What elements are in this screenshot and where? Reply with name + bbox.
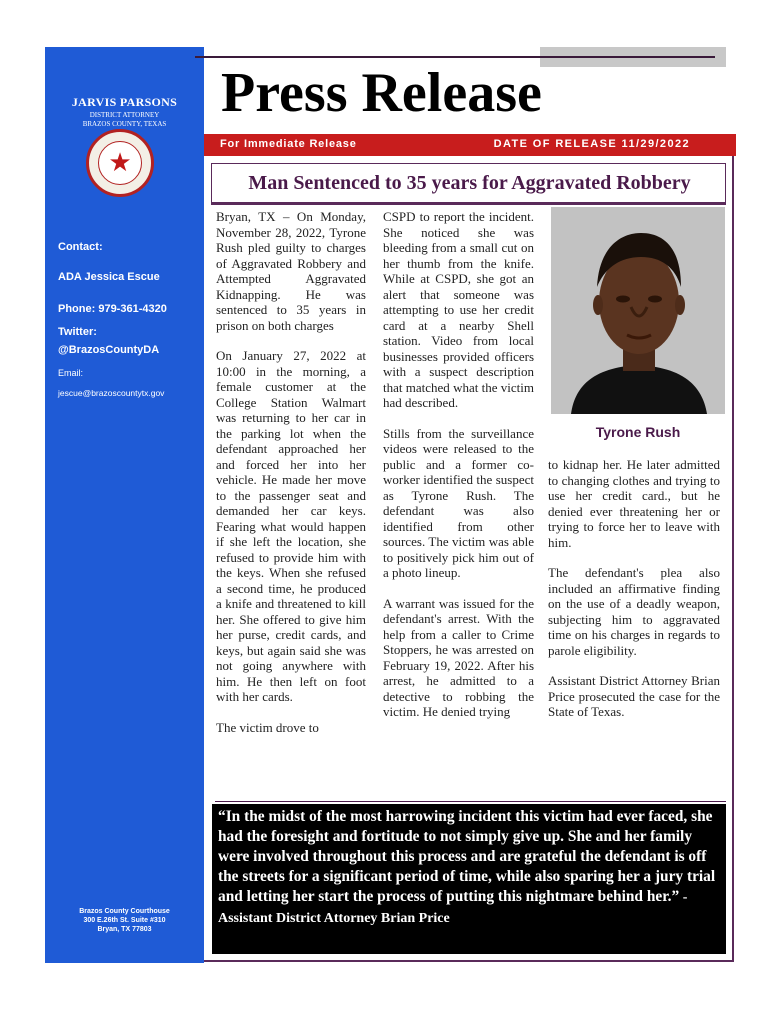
paragraph: CSPD to report the incident. She noticed she was bleeding from a small cut on her thumb from the knife. While at CSPD, she got an alert that someone was attempting to use her credit card at a nearby Shell station. Video from local businesses provided officers with a suspect description that matched what the victim had described. xyxy=(383,209,534,410)
da-name: JARVIS PARSONS xyxy=(71,95,178,109)
defendant-photo xyxy=(551,207,725,414)
pull-quote xyxy=(212,804,726,954)
release-bar xyxy=(204,134,736,156)
body-column-2 xyxy=(383,209,534,794)
headline-box xyxy=(211,163,726,205)
paragraph: Stills from the surveillance videos were released to the public and a former co-worker identified the suspect as Tyrone Rush. The defendant was also identified from other sources. The victim was able to positively pick him out of a photo lineup. xyxy=(383,425,534,580)
paragraph: Assistant District Attorney Brian Price prosecuted the case for the State of Texas. xyxy=(548,673,720,719)
contact-heading: Contact: xyxy=(58,241,103,253)
twitter-label: Twitter: xyxy=(58,326,97,338)
headline: Man Sentenced to 35 years for Aggravated Robbery xyxy=(248,172,691,194)
paragraph: Bryan, TX – On Monday, November 28, 2022, Tyrone Rush pled guilty to charges of Aggravated Robbery and Attempted Aggravated Kidnapping. He was sentenced to 35 years in prison on both charges xyxy=(216,209,366,333)
footer-line-3: Bryan, TX 77803 xyxy=(97,926,152,933)
da-office: DISTRICT ATTORNEY xyxy=(89,111,160,119)
quote-attribution: -Assistant District Attorney Brian Price xyxy=(218,890,688,926)
paragraph: The defendant's plea also included an affirmative finding on the use of a deadly weapon, subjecting him to aggravated time on his charges in regards to parole eligibility. xyxy=(548,565,720,658)
twitter-handle[interactable]: @BrazosCountyDA xyxy=(58,344,160,356)
body-column-1 xyxy=(216,209,366,794)
paragraph: The victim drove to xyxy=(216,719,319,735)
paragraph: A warrant was issued for the defendant's arrest. With the help from a caller to Crime Stoppers, he was arrested on February 19, 2022. After his arrest, he admitted to a detective to robbing the victim. He denied trying xyxy=(383,595,534,719)
page-title: Press Release xyxy=(221,62,542,124)
contact-name: ADA Jessica Escue xyxy=(58,271,160,283)
sidebar xyxy=(45,47,204,963)
quote-rule xyxy=(215,801,726,802)
footer-line-2: 300 E.26th St. Suite #310 xyxy=(83,917,166,924)
release-date: DATE OF RELEASE 11/29/2022 xyxy=(493,138,690,150)
header-rule xyxy=(195,56,715,58)
email-label: Email: xyxy=(58,368,84,378)
body-column-3 xyxy=(548,457,720,735)
paragraph: On January 27, 2022 at 10:00 in the morning, a female customer at the College Station Walmart was returning to her car in the parking lot when the defendant approached her and forced her into her vehicle. He made her move to the passenger seat and demanded her car keys. Fearing what would happen if she left the location, she refused to provide him with the keys. When she refused a second time, he produced a knife and threatened to kill her. She offered to give him her purse, credit cards, and keys, but again said she was not going anywhere with him. He then left on foot with her cards. xyxy=(216,348,366,704)
da-county: BRAZOS COUNTY, TEXAS xyxy=(82,120,167,128)
paragraph: to kidnap her. He later admitted to changing clothes and trying to use her credit card., but he denied ever threatening her or trying to force her to leave with him. xyxy=(548,457,720,550)
email-address[interactable]: jescue@brazoscountytx.gov xyxy=(58,388,165,398)
release-label: For Immediate Release xyxy=(220,138,357,150)
quote-text: “In the midst of the most harrowing incident this victim had ever faced, she had the foresight and fortitude to not simply give up. She and her family were involved throughout this process and are grateful the defendant is off the streets for a significant period of time, while also sparing her a jury trial and letting her start the process of putting this nightmare behind her.” xyxy=(218,808,716,905)
county-seal-icon: ★ xyxy=(86,129,154,197)
footer-line-1: Brazos County Courthouse xyxy=(79,908,170,915)
photo-caption: Tyrone Rush xyxy=(595,424,681,440)
contact-phone: Phone: 979-361-4320 xyxy=(58,303,167,315)
